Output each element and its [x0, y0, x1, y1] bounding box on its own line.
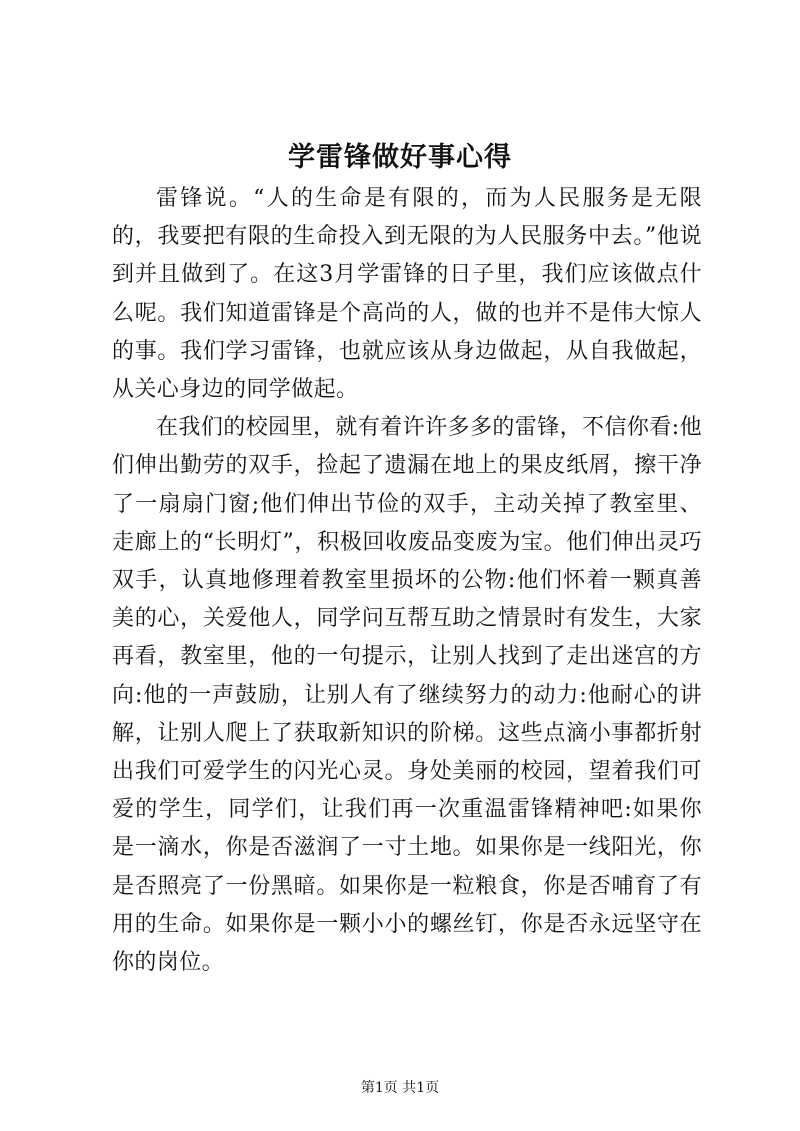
page-footer: 第1页 共1页	[360, 1080, 440, 1096]
paragraph-1: 雷锋说。“人的生命是有限的，而为人民服务是无限的，我要把有限的生命投入到无限的为人民服务中去。”他说到并且做到了。在这3月学雷锋的日子里，我们应该做点什么呢。我们知道雷锋是个高尚的人，做的也并不是伟大惊人的事。我们学习雷锋，也就应该从身边做起，从自我做起，从关心身边的同学做起。	[112, 186, 702, 403]
document-body	[112, 180, 702, 982]
document-title: 学雷锋做好事心得	[288, 142, 512, 173]
paragraph-2: 在我们的校园里，就有着许许多多的雷锋，不信你看:他们伸出勤劳的双手，捡起了遗漏在地上的果皮纸屑，擦干净了一扇扇门窗;他们伸出节俭的双手，主动关掉了教室里、走廊上的“长明灯”，积极回收废品变废为宝。他们伸出灵巧双手，认真地修理着教室里损坏的公物:他们怀着一颗真善美的心，关爱他人，同学问互帮互助之情景时有发生，大家再看，教室里，他的一句提示，让别人找到了走出迷宫的方向:他的一声鼓励，让别人有了继续努力的动力:他耐心的讲解，让别人爬上了获取新知识的阶梯。这些点滴小事都折射出我们可爱学生的闪光心灵。身处美丽的校园，望着我们可爱的学生，同学们，让我们再一次重温雷锋精神吧:如果你是一滴水，你是否滋润了一寸土地。如果你是一线阳光，你是否照亮了一份黑暗。如果你是一粒粮食，你是否哺育了有用的生命。如果你是一颗小小的螺丝钉，你是否永远坚守在你的岗位。	[112, 415, 702, 976]
